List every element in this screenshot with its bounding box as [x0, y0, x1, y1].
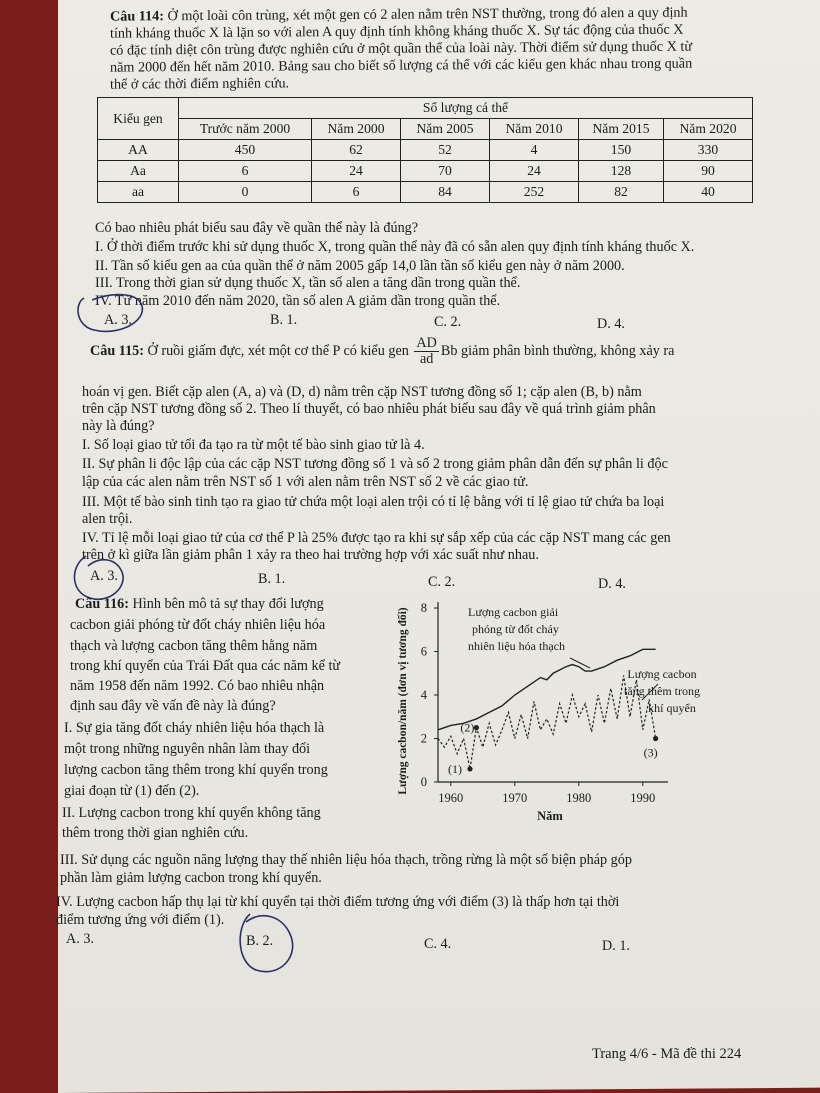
q114-statement: I. Ở thời điểm trước khi sử dụng thuốc X, trong quần thể này đã có sẵn alen quy định tính kháng thuốc X. [95, 239, 695, 255]
point-label-2: (2) [460, 720, 475, 735]
series-fossil-fuel-line [438, 649, 656, 729]
page-footer: Trang 4/6 - Mã đề thi 224 [592, 1046, 742, 1062]
table-cell: 150 [579, 140, 664, 161]
y-tick-label: 8 [420, 601, 427, 615]
table-cell: 24 [490, 161, 579, 182]
q115-line: trên ở kì giữa lần giảm phân 1 xảy ra theo hai trường hợp với xác suất như nhau. [82, 547, 539, 563]
x-tick-label: 1990 [630, 791, 656, 805]
point-label-1: (1) [448, 761, 462, 776]
q115-line: trên cặp NST tương đồng số 2. Theo lí thuyết, có bao nhiêu phát biểu sau đây về quá trình giảm phân [82, 401, 656, 417]
table-col-header: Năm 2000 [312, 119, 401, 140]
annotation-atmosphere: Lượng cacbon tăng thêm trong khí quyển [624, 667, 700, 715]
q115-line: II. Sự phân li độc lập của các cặp NST tương đồng số 1 và số 2 trong giảm phân dẫn đến sự phân li độc [82, 456, 668, 472]
q116-text: Hình bên mô tả sự thay đổi lượng [129, 596, 324, 612]
table-col-header: Năm 2010 [490, 119, 579, 140]
q115-option-a[interactable]: A. 3. [90, 568, 118, 584]
q116-option-c[interactable]: C. 4. [424, 936, 452, 952]
q115-line: IV. Tỉ lệ mỗi loại giao tử của cơ thể P là 25% được tạo ra khi sự sắp xếp của các cặp NST mang các gen [82, 530, 671, 546]
q114-option-d[interactable]: D. 4. [597, 316, 625, 332]
q114-line-1: Câu 114: Ở một loài côn trùng, xét một gen có 2 alen nằm trên NST thường, trong đó alen a quy định [110, 4, 688, 25]
q114-line-3: có đặc tính diệt côn trùng được nghiên cứu ở một quần thể của loài này. Thời điểm sử dụng thuốc X từ [110, 38, 693, 59]
q114-option-a[interactable]: A. 3. [104, 312, 132, 328]
table-cell: 90 [664, 161, 753, 182]
table-cell: 82 [579, 182, 664, 203]
table-col-header: Năm 2005 [401, 119, 490, 140]
x-tick-label: 1960 [438, 791, 464, 805]
q115-text: Ở ruồi giấm đực, xét một cơ thể P có kiểu gen [144, 343, 413, 359]
table-cell: aa [98, 182, 179, 203]
annotation-pointer [570, 658, 590, 668]
q114-statement: Có bao nhiêu phát biểu sau đây về quần thể này là đúng? [95, 220, 419, 236]
table-cell: 252 [490, 182, 579, 203]
table-cell: 450 [179, 140, 312, 161]
q115-line: III. Một tế bào sinh tinh tạo ra giao tử chứa một loại alen trội có tỉ lệ bằng với tỉ lệ giao tử chứa ba loại [82, 494, 665, 510]
y-tick-label: 6 [420, 644, 427, 659]
q116-option-d[interactable]: D. 1. [602, 938, 630, 954]
table-cell: Aa [98, 161, 179, 182]
q115-head: Câu 115: [90, 343, 144, 359]
q116-full-line: III. Sử dụng các nguồn năng lượng thay thế nhiên liệu hóa thạch, trồng rừng là một số biện pháp góp [60, 852, 632, 868]
q115-line: hoán vị gen. Biết cặp alen (A, a) và (D, d) nằm trên cặp NST tương đồng số 1; cặp alen (B, b) nằm [82, 384, 642, 400]
table-row [98, 140, 753, 161]
table-cell: 6 [179, 161, 312, 182]
table-cell: AA [98, 140, 179, 161]
table-cell: 52 [401, 140, 490, 161]
table-cell: 0 [179, 182, 312, 203]
q115-line: alen trội. [82, 511, 133, 527]
q114-option-c[interactable]: C. 2. [434, 314, 462, 330]
table-cell: 6 [312, 182, 401, 203]
q116-line: thêm trong thời gian nghiên cứu. [62, 825, 249, 841]
q116-line: cacbon giải phóng từ đốt cháy nhiên liệu hóa [70, 617, 326, 633]
q115-text: Bb giảm phân bình thường, không xảy ra [440, 343, 675, 359]
q115-option-d[interactable]: D. 4. [598, 576, 626, 592]
q116-head: Câu 116: [75, 596, 129, 612]
table-cell: 330 [664, 140, 753, 161]
q116-full-line: IV. Lượng cacbon hấp thụ lại từ khí quyển tại thời điểm tương ứng với điểm (3) là thấp hơn tại thời [56, 894, 620, 910]
point-marker [474, 725, 479, 730]
table-row [98, 182, 753, 203]
q115-line: I. Số loại giao tử tối đa tạo ra từ một tế bào sinh giao tử là 4. [82, 437, 425, 453]
table-cell: 84 [401, 182, 490, 203]
q116-line: năm 1958 đến năm 1992. Có bao nhiêu nhận [70, 678, 325, 694]
q114-statement: III. Trong thời gian sử dụng thuốc X, tần số alen a tăng dần trong quần thể. [95, 275, 521, 291]
y-tick-label: 4 [420, 688, 427, 702]
annotation-fossil-fuel: Lượng cacbon giải phóng từ đốt cháy nhiên liệu hóa thạch [468, 605, 565, 653]
table-header-genotype: Kiểu gen [98, 98, 179, 140]
q116-line: thạch và lượng cacbon tăng thêm hằng năm [70, 638, 318, 654]
q116-full-line: điểm tương ứng với điểm (1). [56, 912, 225, 928]
q116-option-a[interactable]: A. 3. [66, 931, 94, 947]
x-tick-label: 1970 [502, 791, 528, 805]
table-cell: 24 [312, 161, 401, 182]
table-col-header: Trước năm 2000 [179, 119, 312, 140]
table-cell: 62 [312, 140, 401, 161]
q116-option-b[interactable]: B. 2. [246, 933, 274, 949]
table-row [98, 161, 753, 182]
fraction-denominator: ad [419, 351, 434, 368]
q116-line: giai đoạn từ (1) đến (2). [64, 783, 200, 799]
q114-option-b[interactable]: B. 1. [270, 312, 298, 328]
table-col-header: Năm 2015 [579, 119, 664, 140]
q116-line-1 [75, 596, 324, 613]
table-cell: 128 [579, 161, 664, 182]
q116-line: II. Lượng cacbon trong khí quyển không tăng [62, 805, 321, 821]
table-cell: 70 [401, 161, 490, 182]
point-label-3: (3) [643, 745, 658, 760]
q116-line: một trong những nguyên nhân làm thay đổi [64, 741, 311, 757]
carbon-chart [390, 596, 720, 828]
q114-statement: II. Tần số kiểu gen aa của quần thể ở năm 2005 gấp 14,0 lần tần số kiểu gen này ở năm 2000. [95, 258, 625, 274]
point-marker [467, 766, 472, 771]
genotype-fraction [414, 336, 439, 367]
table-cell: 40 [664, 182, 753, 203]
q116-line: định sau đây về vấn đề này là đúng? [70, 698, 276, 714]
q115-option-b[interactable]: B. 1. [258, 571, 286, 587]
y-tick-label: 2 [420, 731, 427, 746]
y-tick-label: 0 [420, 775, 427, 789]
q114-text: Ở một loài côn trùng, xét một gen có 2 alen nằm trên NST thường, trong đó alen a quy định [164, 4, 688, 25]
q116-line: I. Sự gia tăng đốt cháy nhiên liệu hóa thạch là [64, 720, 325, 736]
q114-line-5: thể ở các thời điểm nghiên cứu. [110, 75, 290, 93]
q114-line-2: tính kháng thuốc X là lặn so với alen A quy định tính không kháng thuốc X. Sự tác động của thuốc X [110, 21, 684, 42]
q115-line: này là đúng? [82, 418, 155, 434]
table-header-group: Số lượng cá thể [179, 98, 753, 119]
fraction-numerator: AD [416, 335, 437, 352]
q114-statement: IV. Từ năm 2010 đến năm 2020, tần số alen A giảm dần trong quần thể. [95, 293, 501, 309]
q116-line: lượng cacbon tăng thêm trong khí quyển trong [64, 762, 328, 778]
q115-line: lập của các alen nằm trên NST số 1 với alen nằm trên NST số 2 về các giao tử. [82, 474, 529, 490]
x-axis-label: Năm [537, 809, 563, 823]
table-cell: 4 [490, 140, 579, 161]
q115-option-c[interactable]: C. 2. [428, 574, 456, 590]
q116-full-line: phần làm giảm lượng cacbon trong khí quyển. [60, 870, 322, 886]
q115-line-1 [90, 336, 674, 367]
q114-line-4: năm 2000 đến hết năm 2010. Bảng sau cho biết số lượng cá thể với các kiểu gen khác nhau trong quần [110, 55, 693, 76]
genotype-table [97, 97, 753, 203]
x-tick-label: 1980 [566, 791, 592, 805]
y-axis-label: Lượng cacbon/năm (đơn vị tương đối) [397, 607, 409, 795]
q116-line: trong khí quyển của Trái Đất qua các năm kể từ [70, 658, 341, 674]
point-marker [653, 736, 658, 741]
table-col-header: Năm 2020 [664, 119, 753, 140]
